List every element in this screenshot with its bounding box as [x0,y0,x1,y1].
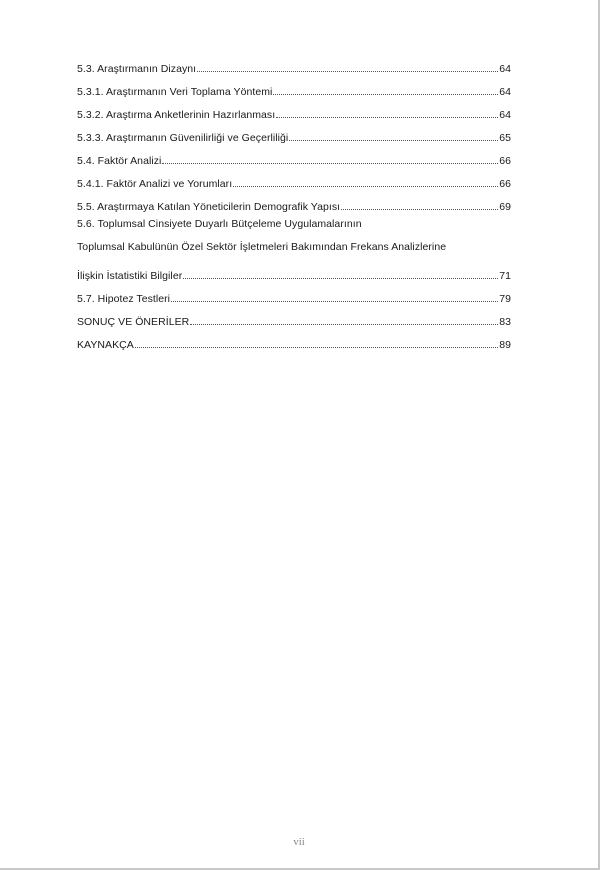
toc-entry-page: 89 [499,339,511,351]
toc-leader-dots [190,324,498,325]
toc-entry [77,167,511,190]
toc-leader-dots [197,71,498,72]
toc-entry-line: 5.6. Toplumsal Cinsiyete Duyarlı Bütçeleme Uygulamalarının [77,218,362,230]
toc-leader-dots [273,94,498,95]
toc-entry [77,121,511,144]
toc-leader-dots [341,209,498,210]
toc-entry-title: 5.4.1. Faktör Analizi ve Yorumları [77,178,233,190]
toc-entry-page: 69 [499,201,511,213]
toc-entry-page: 66 [499,178,511,190]
toc-entry-title: 5.3.2. Araştırma Anketlerinin Hazırlanması [77,109,276,121]
toc-entry-page: 64 [499,109,511,121]
toc-entry-line: Toplumsal Kabulünün Özel Sektör İşletmeleri Bakımından Frekans Analizlerine [77,241,447,253]
toc-entry-title: 5.7. Hipotez Testleri [77,293,171,305]
toc-entry [77,75,511,98]
toc-leader-dots [233,186,498,187]
toc-entry-title: 5.4. Faktör Analizi [77,155,162,167]
toc-entry-page: 79 [499,293,511,305]
toc-entry-page: 64 [499,63,511,75]
toc-leader-dots [183,278,498,279]
toc-entry-title: 5.3. Araştırmanın Dizaynı [77,63,197,75]
toc-entry-page: 66 [499,155,511,167]
toc-entry-title: 5.3.3. Araştırmanın Güvenilirliği ve Geçerliliği [77,132,289,144]
toc-entry [77,305,511,328]
toc-leader-dots [162,163,498,164]
toc-entry-title: 5.5. Araştırmaya Katılan Yöneticilerin Demografik Yapısı [77,201,341,213]
toc-leader-dots [171,301,498,302]
toc-entry [77,328,511,351]
toc-entry [77,98,511,121]
page-number: vii [293,836,305,848]
toc-entry-page: 71 [499,270,511,282]
toc-entry-title: 5.3.1. Araştırmanın Veri Toplama Yöntemi [77,86,273,98]
toc-entry-page: 83 [499,316,511,328]
toc-leader-dots [276,117,498,118]
toc-entry-page: 65 [499,132,511,144]
toc-leader-dots [135,347,498,348]
toc-entry [77,259,511,282]
toc-entry-title: SONUÇ VE ÖNERİLER [77,316,190,328]
toc-leader-dots [289,140,498,141]
toc-entry-page: 64 [499,86,511,98]
toc-entry-title: KAYNAKÇA [77,339,134,351]
toc-entry [77,52,511,75]
toc-entry [77,190,511,213]
toc-entry [77,144,511,167]
toc-entry-title: İlişkin İstatistiki Bilgiler [77,270,183,282]
table-of-contents [77,52,511,351]
toc-entry [77,282,511,305]
